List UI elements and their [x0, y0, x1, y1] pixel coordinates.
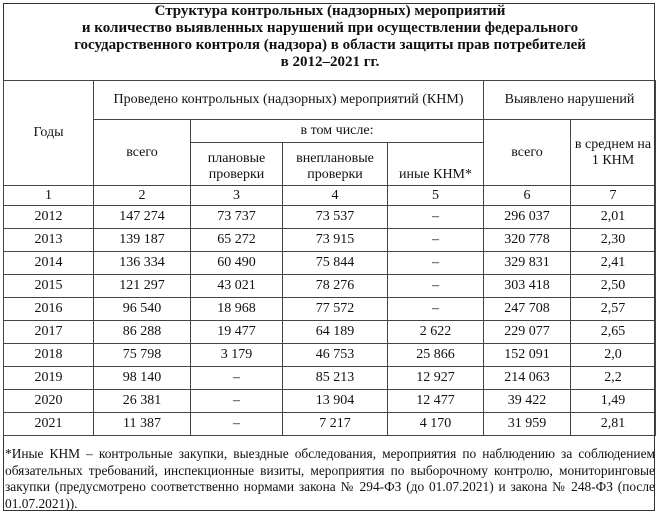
unplanned-cell: 75 844 — [283, 252, 388, 275]
violations-cell: 247 708 — [484, 298, 571, 321]
planned-cell: – — [191, 413, 283, 436]
other-cell: – — [388, 252, 484, 275]
column-number: 4 — [283, 186, 388, 206]
violations-cell: 320 778 — [484, 229, 571, 252]
violations-cell: 31 959 — [484, 413, 571, 436]
table-row — [4, 275, 656, 298]
total-cell: 75 798 — [94, 344, 191, 367]
unplanned-cell: 73 915 — [283, 229, 388, 252]
header-violations-total: всего — [484, 120, 571, 186]
violations-cell: 329 831 — [484, 252, 571, 275]
violations-cell: 229 077 — [484, 321, 571, 344]
table-row — [4, 390, 656, 413]
total-cell: 26 381 — [94, 390, 191, 413]
avg-cell: 2,41 — [571, 252, 656, 275]
violations-cell: 152 091 — [484, 344, 571, 367]
footnote: *Иные КНМ – контрольные закупки, выездные обследования, мероприятия по наблюдению за соблюдением обязательных требований, инспекционные визиты, мероприятия по выборочному контролю, мониторинговые закупки (предусмотрено соответственно нормами закона № 294-ФЗ (до 01.07.2021) и закона № 248-ФЗ (после 01.07.2021)). — [5, 446, 655, 511]
other-cell: – — [388, 275, 484, 298]
column-number-row — [4, 186, 656, 206]
avg-cell: 2,50 — [571, 275, 656, 298]
table-row — [4, 321, 656, 344]
column-number: 3 — [191, 186, 283, 206]
table-row — [4, 344, 656, 367]
year-cell: 2017 — [4, 321, 94, 344]
table-title — [0, 3, 660, 71]
planned-cell: 60 490 — [191, 252, 283, 275]
avg-cell: 2,2 — [571, 367, 656, 390]
total-cell: 86 288 — [94, 321, 191, 344]
other-cell: – — [388, 206, 484, 229]
unplanned-cell: 85 213 — [283, 367, 388, 390]
column-number: 2 — [94, 186, 191, 206]
title-line-3: государственного контроля (надзора) в области защиты прав потребителей — [74, 37, 586, 53]
avg-cell: 2,65 — [571, 321, 656, 344]
avg-cell: 2,01 — [571, 206, 656, 229]
year-cell: 2019 — [4, 367, 94, 390]
other-cell: – — [388, 298, 484, 321]
table-row — [4, 367, 656, 390]
avg-cell: 2,57 — [571, 298, 656, 321]
unplanned-cell: 77 572 — [283, 298, 388, 321]
header-including: в том числе: — [191, 120, 484, 143]
column-number: 7 — [571, 186, 656, 206]
planned-cell: 73 737 — [191, 206, 283, 229]
unplanned-cell: 73 537 — [283, 206, 388, 229]
column-number: 5 — [388, 186, 484, 206]
year-cell: 2014 — [4, 252, 94, 275]
header-avg-per-knm: в среднем на 1 КНМ — [571, 120, 656, 186]
violations-cell: 296 037 — [484, 206, 571, 229]
unplanned-cell: 13 904 — [283, 390, 388, 413]
avg-cell: 2,30 — [571, 229, 656, 252]
total-cell: 96 540 — [94, 298, 191, 321]
avg-cell: 2,81 — [571, 413, 656, 436]
data-table — [3, 80, 656, 436]
year-cell: 2012 — [4, 206, 94, 229]
header-conducted: Проведено контрольных (надзорных) мероприятий (КНМ) — [94, 81, 484, 120]
year-cell: 2016 — [4, 298, 94, 321]
table-row — [4, 413, 656, 436]
header-total: всего — [94, 120, 191, 186]
header-planned: плановые проверки — [191, 143, 283, 186]
unplanned-cell: 78 276 — [283, 275, 388, 298]
unplanned-cell: 7 217 — [283, 413, 388, 436]
other-cell: 12 477 — [388, 390, 484, 413]
planned-cell: 3 179 — [191, 344, 283, 367]
total-cell: 147 274 — [94, 206, 191, 229]
unplanned-cell: 64 189 — [283, 321, 388, 344]
total-cell: 121 297 — [94, 275, 191, 298]
total-cell: 11 387 — [94, 413, 191, 436]
table-row — [4, 229, 656, 252]
violations-cell: 39 422 — [484, 390, 571, 413]
title-line-4: в 2012–2021 гг. — [280, 54, 380, 70]
other-cell: 25 866 — [388, 344, 484, 367]
planned-cell: 18 968 — [191, 298, 283, 321]
column-number: 1 — [4, 186, 94, 206]
year-cell: 2021 — [4, 413, 94, 436]
unplanned-cell: 46 753 — [283, 344, 388, 367]
other-cell: 4 170 — [388, 413, 484, 436]
column-number: 6 — [484, 186, 571, 206]
violations-cell: 214 063 — [484, 367, 571, 390]
other-cell: 12 927 — [388, 367, 484, 390]
total-cell: 139 187 — [94, 229, 191, 252]
year-cell: 2013 — [4, 229, 94, 252]
header-row-2 — [4, 120, 656, 143]
year-cell: 2020 — [4, 390, 94, 413]
table-row — [4, 298, 656, 321]
planned-cell: 65 272 — [191, 229, 283, 252]
other-cell: – — [388, 229, 484, 252]
planned-cell: 19 477 — [191, 321, 283, 344]
avg-cell: 2,0 — [571, 344, 656, 367]
planned-cell: 43 021 — [191, 275, 283, 298]
title-line-2: и количество выявленных нарушений при осуществлении федерального — [81, 20, 579, 36]
table-row — [4, 252, 656, 275]
year-cell: 2018 — [4, 344, 94, 367]
other-cell: 2 622 — [388, 321, 484, 344]
table-body — [4, 206, 656, 436]
title-line-1: Структура контрольных (надзорных) мероприятий — [154, 3, 506, 19]
avg-cell: 1,49 — [571, 390, 656, 413]
header-other: иные КНМ* — [388, 143, 484, 186]
year-cell: 2015 — [4, 275, 94, 298]
table-row — [4, 206, 656, 229]
planned-cell: – — [191, 367, 283, 390]
total-cell: 136 334 — [94, 252, 191, 275]
header-unplanned: внеплановые проверки — [283, 143, 388, 186]
header-row-1 — [4, 81, 656, 120]
header-violations: Выявлено нарушений — [484, 81, 656, 120]
violations-cell: 303 418 — [484, 275, 571, 298]
total-cell: 98 140 — [94, 367, 191, 390]
header-years: Годы — [4, 81, 94, 186]
planned-cell: – — [191, 390, 283, 413]
